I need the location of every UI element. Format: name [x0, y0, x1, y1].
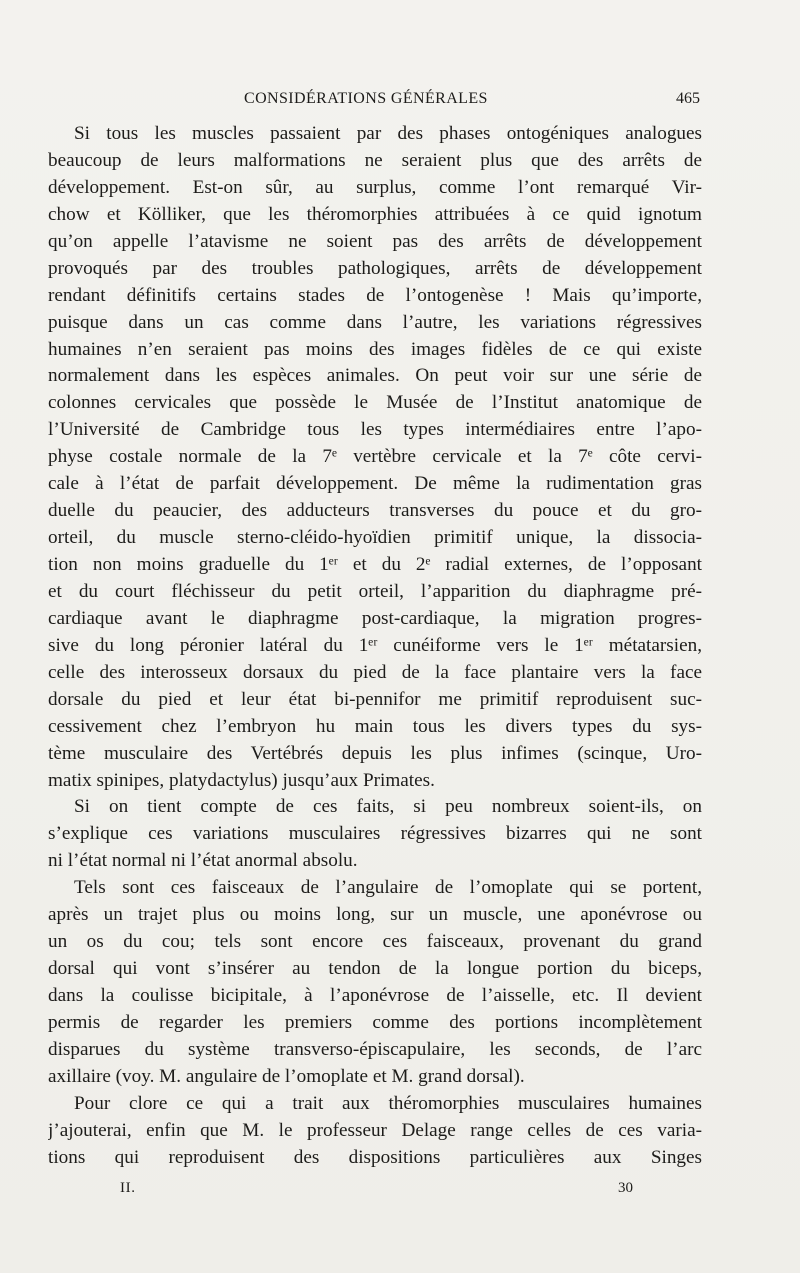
text-line: et du court fléchisseur du petit orteil, l’apparition du diaphragme pré-: [48, 580, 702, 602]
sheet-signature: 30: [618, 1180, 633, 1196]
text-line: puisque dans un cas comme dans l’autre, les variations régressives: [48, 311, 702, 333]
text-line: Tels sont ces faisceaux de l’angulaire de l’omoplate qui se portent,: [74, 877, 702, 899]
text-line: dorsale du pied et leur état bi-pennifor me primitif reproduisent suc-: [48, 688, 702, 710]
text-line: beaucoup de leurs malformations ne seraient plus que des arrêts de: [48, 149, 702, 171]
text-line: disparues du système transverso-épiscapulaire, les seconds, de l’arc: [48, 1038, 702, 1060]
text-line: développement. Est-on sûr, au surplus, comme l’ont remarqué Vir-: [48, 176, 702, 198]
text-line: celle des interosseux dorsaux du pied de la face plantaire vers la face: [48, 661, 702, 683]
text-line: normalement dans les espèces animales. On peut voir sur une série de: [48, 365, 702, 387]
page-footer: [48, 1180, 702, 1202]
text-line: rendant définitifs certains stades de l’ontogenèse ! Mais qu’importe,: [48, 284, 702, 306]
volume-signature: II.: [120, 1180, 136, 1196]
running-title: CONSIDÉRATIONS GÉNÉRALES: [244, 90, 488, 107]
text-line: axillaire (voy. M. angulaire de l’omoplate et M. grand dorsal).: [48, 1065, 525, 1087]
text-line: orteil, du muscle sterno-cléido-hyoïdien primitif unique, la dissocia-: [48, 527, 702, 549]
text-line: Pour clore ce qui a trait aux théromorphies musculaires humaines: [74, 1092, 702, 1114]
text-line: tème musculaire des Vertébrés depuis les plus infimes (scinque, Uro-: [48, 742, 702, 764]
text-line: ni l’état normal ni l’état anormal absolu.: [48, 850, 358, 872]
text-line: cessivement chez l’embryon hu main tous les divers types du sys-: [48, 715, 702, 737]
text-line: j’ajouterai, enfin que M. le professeur Delage range celles de ces varia-: [48, 1119, 702, 1141]
text-line: chow et Kölliker, que les théromorphies attribuées à ce quid ignotum: [48, 203, 702, 225]
text-line: duelle du peaucier, des adducteurs transverses du pouce et du gro-: [48, 500, 702, 522]
text-line: physe costale normale de la 7ᵉ vertèbre cervicale et la 7ᵉ côte cervi-: [48, 446, 702, 468]
page-header: [48, 90, 702, 112]
text-line: humaines n’en seraient pas moins des images fidèles de ce qui existe: [48, 338, 702, 360]
text-line: l’Université de Cambridge tous les types intermédiaires entre l’apo-: [48, 419, 702, 441]
page-number: 465: [676, 90, 700, 107]
text-line: après un trajet plus ou moins long, sur un muscle, une aponévrose ou: [48, 904, 702, 926]
text-line: matix spinipes, platydactylus) jusqu’aux Primates.: [48, 769, 435, 791]
text-line: dorsal qui vont s’insérer au tendon de la longue portion du biceps,: [48, 958, 702, 980]
text-line: dans la coulisse bicipitale, à l’aponévrose de l’aisselle, etc. Il devient: [48, 985, 702, 1006]
text-line: permis de regarder les premiers comme des portions incomplètement: [48, 1011, 702, 1033]
text-line: Si on tient compte de ces faits, si peu nombreux soient-ils, on: [74, 796, 702, 818]
text-line: cardiaque avant le diaphragme post-cardiaque, la migration progres-: [48, 607, 702, 629]
text-line: un os du cou; tels sont encore ces faisceaux, provenant du grand: [48, 931, 702, 953]
text-line: qu’on appelle l’atavisme ne soient pas des arrêts de développement: [48, 230, 702, 252]
text-line: cale à l’état de parfait développement. De même la rudimentation gras: [48, 473, 702, 495]
text-line: colonnes cervicales que possède le Musée de l’Institut anatomique de: [48, 392, 702, 414]
text-line: tions qui reproduisent des dispositions particulières aux Singes: [48, 1146, 702, 1168]
text-line: s’explique ces variations musculaires régressives bizarres qui ne sont: [48, 823, 702, 845]
body-text: [48, 121, 702, 1172]
text-line: Si tous les muscles passaient par des phases ontogéniques analogues: [74, 123, 702, 144]
text-line: tion non moins graduelle du 1ᵉʳ et du 2ᵉ radial externes, de l’opposant: [48, 554, 702, 575]
text-line: sive du long péronier latéral du 1ᵉʳ cunéiforme vers le 1ᵉʳ métatarsien,: [48, 634, 702, 656]
text-line: provoqués par des troubles pathologiques, arrêts de développement: [48, 257, 702, 279]
